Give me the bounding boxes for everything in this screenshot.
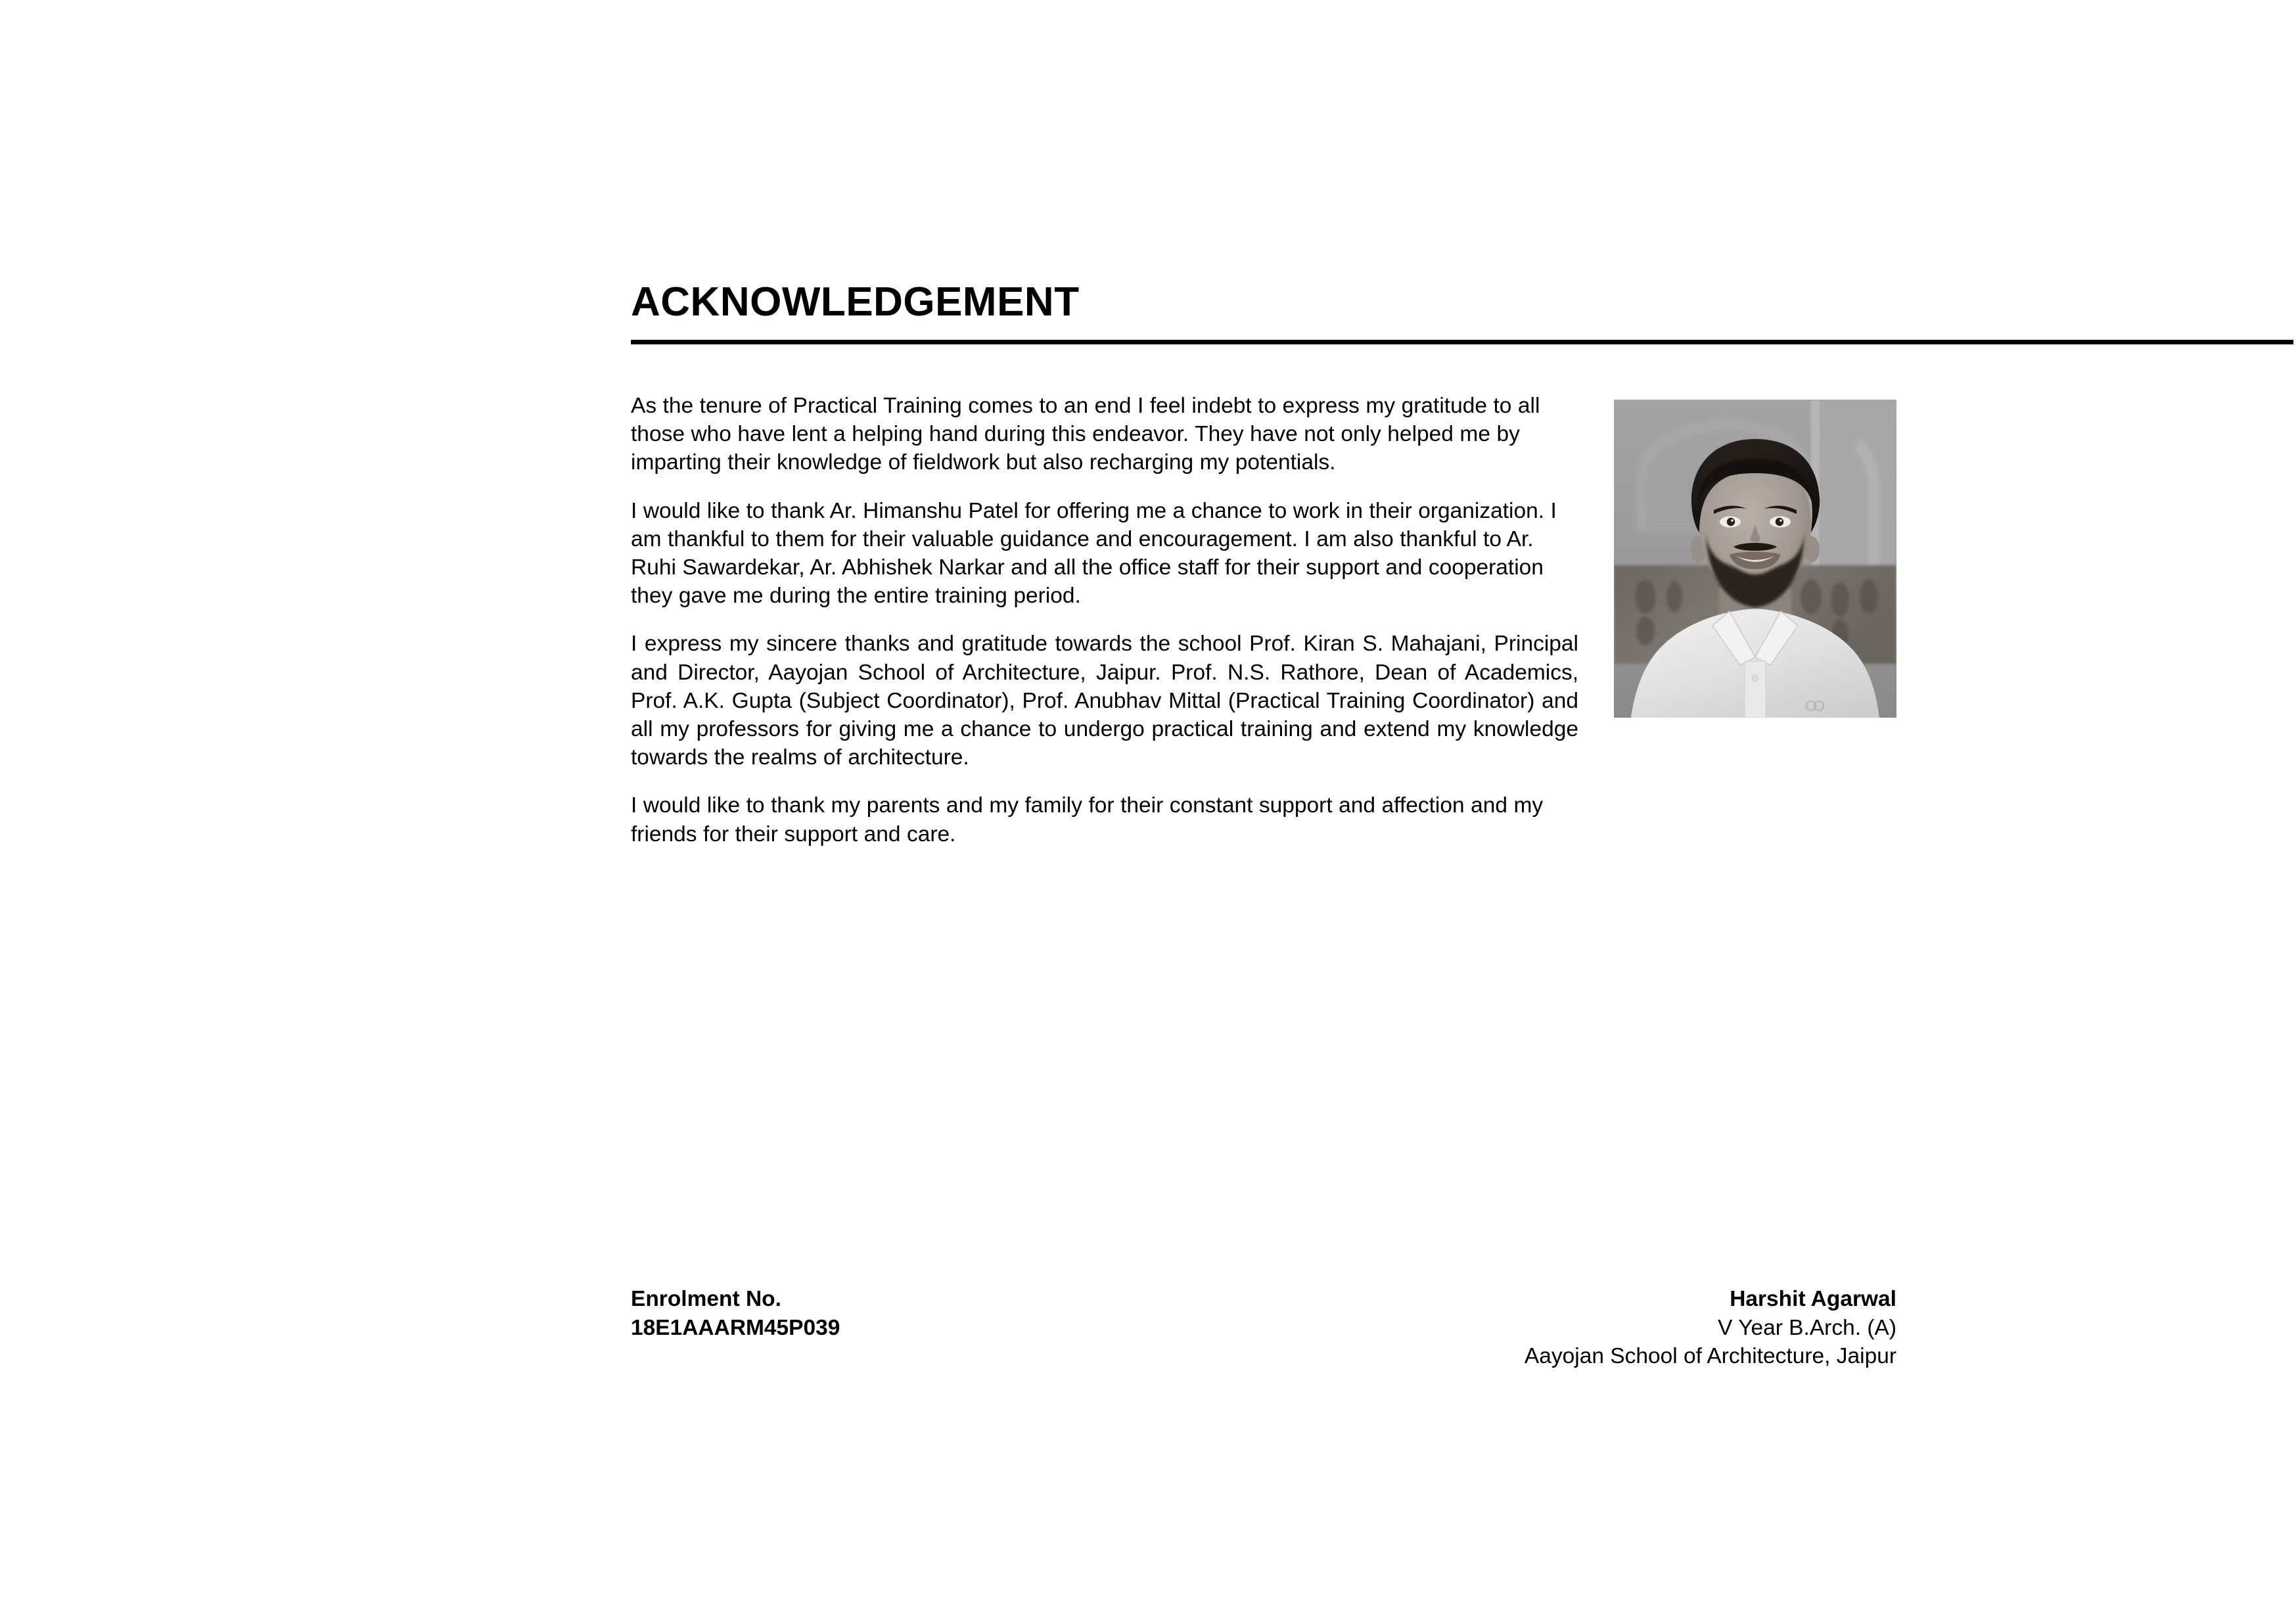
paragraph-2: I would like to thank Ar. Himanshu Patel for offering me a chance to work in their organization. I am thankful to them for their valuable guidance and encouragement. I am also thankful to Ar. Ruhi Sawardekar, Ar. Abhishek Narkar and all the office staff for their support and cooperation they gave me during the entire training period. [631,498,1557,609]
author-signature-block [1249,1285,1896,1371]
enrolment-number: 18E1AAARM45P039 [631,1315,840,1340]
page-title: ACKNOWLEDGEMENT [631,279,1080,325]
enrolment-block [631,1285,840,1342]
title-divider [631,340,2293,344]
author-name: Harshit Agarwal [1730,1287,1896,1311]
paragraph-3: I express my sincere thanks and gratitude towards the school Prof. Kiran S. Mahajani, Principal and Director, Aayojan School of Architecture, Jaipur. Prof. N.S. Rathore, Dean of Academics, Prof. A.K. Gupta (Subject Coordinator), Prof. Anubhav Mittal (Practical Training Coordinator) and all my professors for giving me a chance to undergo practical training and extend my knowledge towards the realms of architecture. [631,632,1578,770]
paragraph-4: I would like to thank my parents and my family for their constant support and affection and my friends for their support and care. [631,793,1544,847]
author-year: V Year B.Arch. (A) [1718,1315,1896,1340]
body-text-column [631,392,1578,848]
paragraph-1: As the tenure of Practical Training comes to an end I feel indebt to express my gratitude to all those who have lent a helping hand during this endeavor. They have not only helped me by imparting their knowledge of fieldwork but also recharging my potentials. [631,394,1540,475]
enrolment-label: Enrolment No. [631,1287,781,1311]
author-portrait-photo [1614,400,1896,718]
author-institution: Aayojan School of Architecture, Jaipur [1524,1344,1896,1368]
